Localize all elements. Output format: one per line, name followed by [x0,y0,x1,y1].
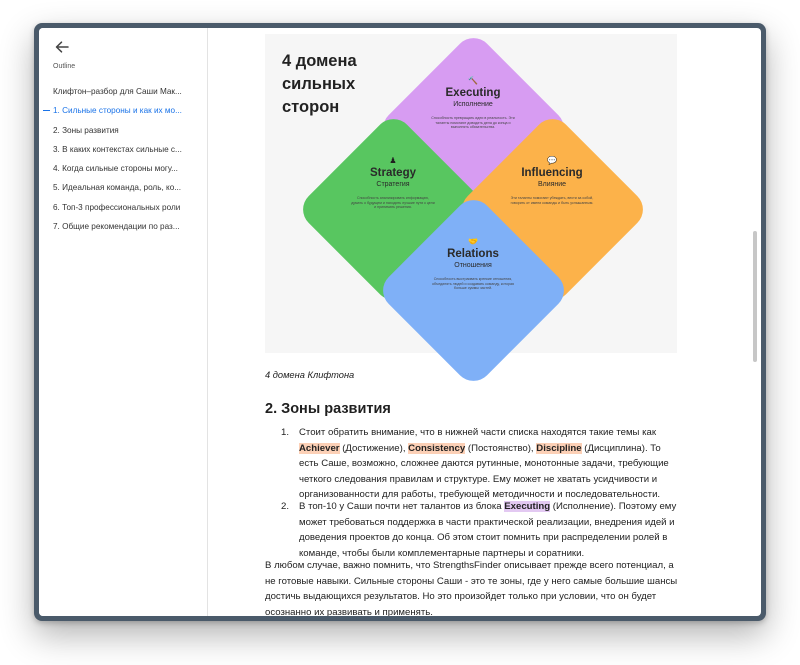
outline-item-title[interactable]: Клифтон–разбор для Саши Мак... [53,87,182,96]
outline-item-when-strengths[interactable]: 4. Когда сильные стороны могу... [53,164,178,174]
outline-item-ideal-team[interactable]: 5. Идеальная команда, роль, ко... [53,183,182,193]
closing-paragraph: В любом случае, важно помнить, что StrengthsFinder описывает прежде всего потенциал, а не готовые навыки. Сильные стороны Саши - это те зоны, где у него самые большие шансы достичь выдающихся результатов. Но это произойдет только при условии, что он будет осознанно их развивать и применять. [265,560,678,616]
section-heading: 2. Зоны развития [265,401,391,417]
outline-list [39,82,207,236]
chess-icon: ♟ [389,156,397,165]
list-item: 1. Стоит обратить внимание, что в нижней части списка находятся такие темы как Achiever (Достижение), Consistency (Постоянство), Discipline (Дисциплина). То есть Саше, возможно, сложнее даются рутинные, монотонные задачи, требующие четкого следования правилам и структуре. Ему может не хватать усидчивости и организованности для работы, требующей методичности и последовательности. [281,425,681,495]
active-marker [43,110,50,111]
outline-item-recommendations[interactable]: 7. Общие рекомендации по раз... [53,222,180,232]
list-item-text: В топ-10 у Саши почти нет талантов из блока Executing (Исполнение). Поэтому ему может требоваться поддержка в части практической реализации, внедрения идей и доведения проектов до конца. Об этом стоит помнить при распределении ролей в команде, чтобы были комплементарные партнеры и соратники. [299,501,677,559]
highlight-achiever: Achiever [299,442,340,454]
outline-item-top3-roles[interactable]: 6. Топ-3 профессиональных роли [53,202,181,212]
relations-content: 🤝 Relations Отношения Способность выстраивать крепкие отношения, объединять людей и создавать команду, которая больше суммы частей. [423,237,523,291]
arrow-left-icon [55,41,69,53]
scrollbar-thumb[interactable] [753,231,757,362]
outline-label: Outline [53,63,76,70]
list-item: 2. В топ-10 у Саши почти нет талантов из блока Executing (Исполнение). Поэтому ему может требоваться поддержка в части практической реализации, внедрения идей и доведения проектов до конца. Об этом стоит помнить при распределении ролей в команде, чтобы были комплементарные партнеры и соратники. [281,499,681,555]
figure-title: 4 домена сильных сторон [282,52,357,116]
outline-sidebar [39,28,208,616]
app-window [34,23,766,621]
domains-figure [265,34,677,353]
document-body [208,28,761,616]
highlight-discipline: Discipline [536,442,582,454]
outline-item-label: 1. Сильные стороны и как их мо... [53,106,182,116]
influencing-content: 💬 Influencing Влияние Эти таланты помогают убеждать, вести за собой, говорить от имени команды и быть услышанным. [502,156,602,205]
speech-bubble-icon: 💬 [547,156,557,165]
back-button[interactable] [55,39,73,55]
window-content [39,28,761,616]
hammer-icon: 🔨 [468,76,478,85]
highlight-consistency: Consistency [408,442,466,454]
strategy-content: ♟ Strategy Стратегия Способность анализировать информацию, думать о будущем и находить лучшие пути к цели и принимать решения. [343,156,443,210]
handshake-icon: 🤝 [468,237,478,246]
list-item-text: Стоит обратить внимание, что в нижней части списка находятся такие темы как Achiever (Достижение), Consistency (Постоянство), Discipline (Дисциплина). То есть Саше, возможно, сложнее даются рутинные, монотонные задачи, требующие четкого следования правилам и структуре. Ему может не хватать усидчивости и организованности для работы, требующей методичности и последовательности. [299,427,669,501]
figure-caption: 4 домена Клифтона [265,370,355,380]
executing-content: 🔨 Executing Исполнение Способность превращать идеи в реальность. Эти таланты помогают доводить дела до конца и выполнять обязательства. [423,76,523,130]
highlight-executing: Executing [504,501,551,512]
outline-item-growth-zones[interactable]: 2. Зоны развития [53,125,119,135]
outline-item-strengths[interactable] [39,101,193,120]
outline-item-contexts[interactable]: 3. В каких контекстах сильные с... [53,144,182,154]
